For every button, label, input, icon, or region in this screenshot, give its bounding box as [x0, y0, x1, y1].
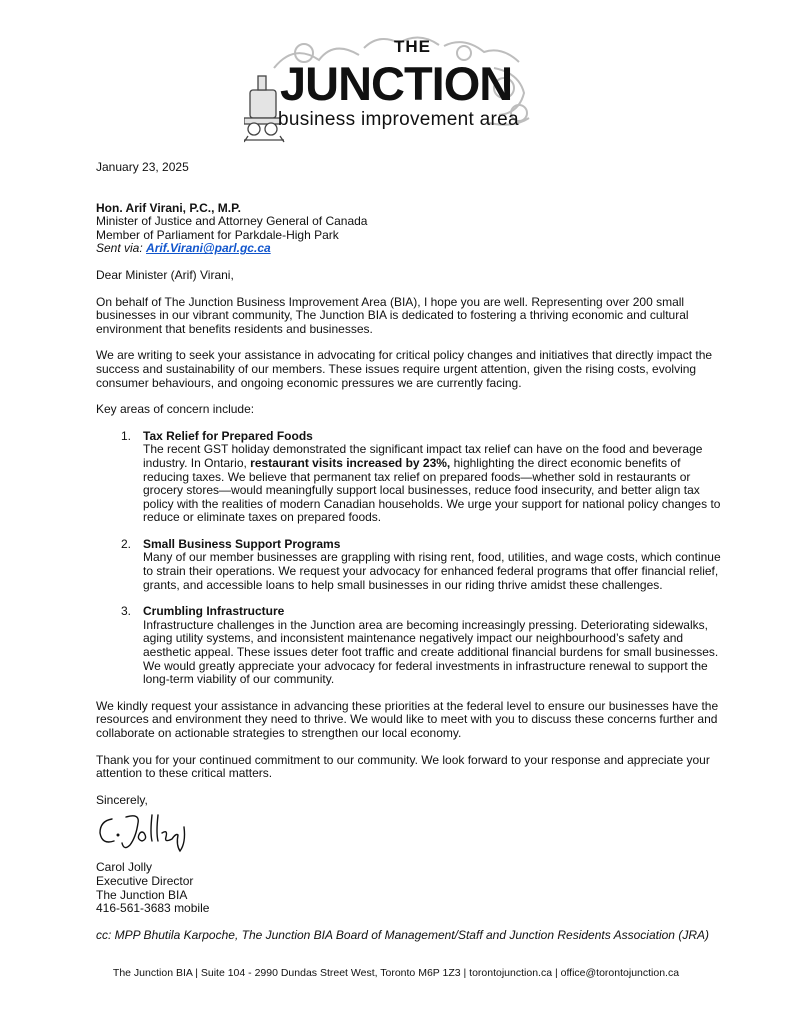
concerns-list	[96, 430, 721, 687]
list-item-text: Infrastructure challenges in the Junction area are becoming increasingly pressing. Deteriorating sidewalks, aging utility systems, and inconsistent maintenance negatively impact our neighbourhood’s safety and aesthetic appeal. These issues deter foot traffic and create additional financial burdens for small businesses. We would greatly appreciate your advocacy for federal investments in infrastructure renewal to support the long-term viability of our community.	[143, 617, 719, 687]
letter-body	[96, 161, 721, 942]
paragraph-3: We kindly request your assistance in advancing these priorities at the federal level to ensure our businesses have the resources and environment they need to thrive. We would like to meet with you to discuss these concerns further and collaborate on actionable strategies to strengthen our local economy.	[96, 698, 719, 740]
list-item	[96, 605, 721, 687]
letterhead-footer: The Junction BIA | Suite 104 - 2990 Dundas Street West, Toronto M6P 1Z3 | torontojunction.ca | office@torontojunction.ca	[112, 967, 680, 979]
recipient-title-2: Member of Parliament for Parkdale-High Park	[96, 227, 339, 242]
cc-line: cc: MPP Bhutila Karpoche, The Junction BIA Board of Management/Staff and Junction Residents Association (JRA)	[96, 927, 709, 942]
list-item-text	[143, 443, 721, 525]
list-item-number: 1.	[121, 428, 132, 443]
list-item-text-bold: restaurant visits increased by 23%,	[250, 455, 451, 470]
list-item-heading: Crumbling Infrastructure	[143, 604, 285, 619]
recipient-block	[96, 202, 721, 256]
junction-bia-logo	[244, 28, 544, 146]
list-item-heading: Tax Relief for Prepared Foods	[143, 428, 313, 443]
list-item-heading: Small Business Support Programs	[143, 536, 341, 551]
sent-via-line	[96, 242, 721, 256]
handwritten-signature	[96, 811, 196, 855]
paragraph-1: On behalf of The Junction Business Improvement Area (BIA), I hope you are well. Representing over 200 small businesses in our vibrant community, The Junction BIA is dedicated to fostering a thriving economic and cultural environment that benefits residents and businesses.	[96, 294, 689, 336]
signer-org: The Junction BIA	[96, 887, 188, 902]
list-item-number: 3.	[121, 604, 132, 619]
signer-title: Executive Director	[96, 873, 194, 888]
letter-date: January 23, 2025	[96, 160, 189, 174]
signer-name: Carol Jolly	[96, 860, 153, 875]
recipient-title-1: Minister of Justice and Attorney General of Canada	[96, 214, 368, 229]
sent-via-label: Sent via:	[96, 241, 147, 256]
recipient-name: Hon. Arif Virani, P.C., M.P.	[96, 200, 241, 215]
logo-bia-text: business improvement area	[278, 109, 519, 130]
logo-the-text: THE	[394, 37, 431, 56]
list-item-number: 2.	[121, 536, 132, 551]
list-item-text: Many of our member businesses are grappling with rising rent, food, utilities, and wage costs, which continue to strain their operations. We request your advocacy for enhanced federal programs that offer financial relief, grants, and accessible loans to help small businesses in our riding thrive amidst these challenges.	[143, 550, 721, 592]
paragraph-2: We are writing to seek your assistance in advocating for critical policy changes and initiatives that directly impact the success and sustainability of our members. These issues require urgent attention, given the rising costs, evolving consumer behaviours, and ongoing economic pressures we are currently facing.	[96, 348, 713, 390]
list-item	[96, 538, 721, 592]
signer-phone: 416-561-3683 mobile	[96, 901, 210, 916]
signature-block	[96, 794, 721, 916]
recipient-email-link[interactable]: Arif.Virani@parl.gc.ca	[146, 241, 271, 256]
logo-junction-text: JUNCTION	[280, 57, 513, 110]
paragraph-4: Thank you for your continued commitment to our community. We look forward to your response and appreciate your attention to these critical matters.	[96, 752, 710, 781]
list-item-text-part: The recent GST holiday demonstrated the significant impact tax relief can have on the food and beverage industry. In Ontario,	[143, 442, 703, 470]
list-item	[96, 430, 721, 525]
list-item-text-part: highlighting the direct economic benefits of reducing taxes. We believe that permanent tax relief on prepared foods—whether sold in restaurants or grocery stores—would meaningfully support local businesses, reduce food insecurity, and better align tax policy with the realities of modern Canadian households. We urge your support for national policy changes to reduce or eliminate taxes on prepared foods.	[143, 455, 721, 525]
salutation: Dear Minister (Arif) Virani,	[96, 267, 234, 282]
concerns-intro: Key areas of concern include:	[96, 402, 255, 417]
closing: Sincerely,	[96, 792, 148, 807]
